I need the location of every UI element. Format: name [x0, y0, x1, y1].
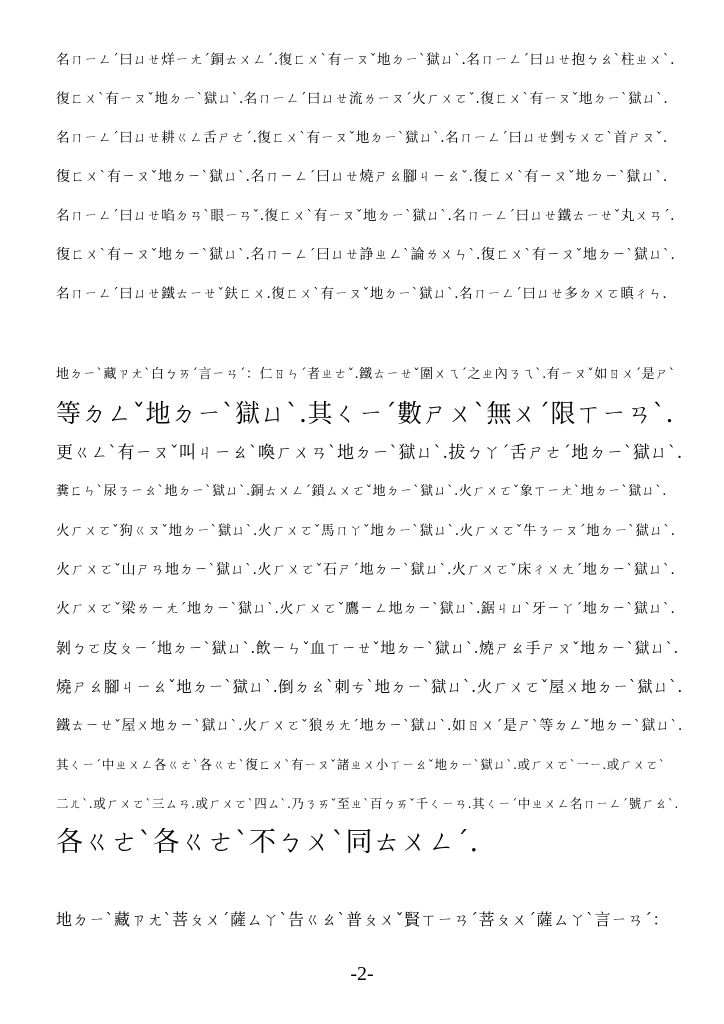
text-line: 等ㄉㄥˇ地ㄉㄧˋ獄ㄩˋ.其ㄑㄧˊ數ㄕㄨˋ無ㄨˊ限ㄒㄧㄢˋ.	[56, 399, 674, 428]
text-line: 復ㄈㄨˋ有ㄧㄡˇ地ㄉㄧˋ獄ㄩˋ.名ㄇㄧㄥˊ曰ㄩㄝ燒ㄕㄠ腳ㄐㄧㄠˇ.復ㄈㄨˋ有ㄧㄡˇ地ㄉㄧˋ獄ㄩˋ.	[56, 169, 668, 185]
text-line: 更ㄍㄥˋ有ㄧㄡˇ叫ㄐㄧㄠˋ喚ㄏㄨㄢˋ地ㄉㄧˋ獄ㄩˋ.拔ㄅㄚˊ舌ㄕㄜˊ地ㄉㄧˋ獄ㄩˋ.	[56, 443, 683, 463]
text-line: 各ㄍㄜˋ各ㄍㄜˋ不ㄅㄨˋ同ㄊㄨㄥˊ.	[56, 827, 479, 858]
text-line: 地ㄉㄧˋ藏ㄗㄤˋ菩ㄆㄨˊ薩ㄙㄚˋ告ㄍㄠˋ普ㄆㄨˇ賢ㄒㄧㄢˊ菩ㄆㄨˊ薩ㄙㄚˋ言ㄧㄢˊ：	[56, 910, 670, 929]
text-line: 復ㄈㄨˋ有ㄧㄡˇ地ㄉㄧˋ獄ㄩˋ.名ㄇㄧㄥˊ曰ㄩㄝ流ㄌㄧㄡˊ火ㄏㄨㄛˇ.復ㄈㄨˋ有ㄧㄡˇ地ㄉㄧˋ獄ㄩˋ.	[56, 91, 669, 107]
text-line: 剝ㄅㄛ皮ㄆㄧˊ地ㄉㄧˋ獄ㄩˋ.飲ㄧㄣˇ血ㄒㄧㄝˇ地ㄉㄧˋ獄ㄩˋ.燒ㄕㄠ手ㄕㄡˇ地ㄉㄧˋ獄ㄩˋ.	[56, 639, 679, 657]
text-line: 名ㄇㄧㄥˊ曰ㄩㄝ鐵ㄊㄧㄝˇ鈇ㄈㄨ.復ㄈㄨˋ有ㄧㄡˇ地ㄉㄧˋ獄ㄩˋ.名ㄇㄧㄥˊ曰ㄩㄝ多ㄉㄨㄛ瞋ㄔㄣ.	[56, 286, 668, 302]
page-number: -2-	[350, 963, 374, 985]
text-line: 二ㄦˋ.或ㄏㄨㄛˋ三ㄙㄢ.或ㄏㄨㄛˋ四ㄙˋ.乃ㄋㄞˇ至ㄓˋ百ㄅㄞˇ千ㄑㄧㄢ.其ㄑㄧˊ中ㄓㄨㄥ名ㄇㄧㄥˊ號ㄏㄠˋ.	[56, 796, 679, 811]
text-line: 名ㄇㄧㄥˊ曰ㄩㄝ烊ㄧㄤˊ銅ㄊㄨㄥˊ.復ㄈㄨˋ有ㄧㄡˇ地ㄉㄧˋ獄ㄩˋ.名ㄇㄧㄥˊ曰ㄩㄝ抱ㄅㄠˋ柱ㄓㄨˋ.	[56, 52, 675, 68]
text-line: 火ㄏㄨㄛˇ梁ㄌㄧㄤˊ地ㄉㄧˋ獄ㄩˋ.火ㄏㄨㄛˇ鷹ㄧㄥ地ㄉㄧˋ獄ㄩˋ.鋸ㄐㄩˋ牙ㄧㄚˊ地ㄉㄧˋ獄ㄩˋ.	[56, 601, 676, 617]
text-line: 地ㄉㄧˋ藏ㄗㄤˋ白ㄅㄞˊ言ㄧㄢˊ：仁ㄖㄣˊ者ㄓㄜˇ.鐵ㄊㄧㄝˇ圍ㄨㄟˊ之ㄓ內ㄋㄟˋ.有ㄧㄡˇ如ㄖㄨˊ是ㄕˋ	[56, 367, 676, 382]
text-line: 火ㄏㄨㄛˇ山ㄕㄢ地ㄉㄧˋ獄ㄩˋ.火ㄏㄨㄛˇ石ㄕˊ地ㄉㄧˋ獄ㄩˋ.火ㄏㄨㄛˇ床ㄔㄨㄤˊ地ㄉㄧˋ獄ㄩˋ.	[56, 562, 676, 578]
text-line: 燒ㄕㄠ腳ㄐㄧㄠˇ地ㄉㄧˋ獄ㄩˋ.倒ㄉㄠˋ刺ㄘˋ地ㄉㄧˋ獄ㄩˋ.火ㄏㄨㄛˇ屋ㄨ地ㄉㄧˋ獄ㄩˋ.	[56, 678, 683, 696]
text-line: 其ㄑㄧˊ中ㄓㄨㄥ各ㄍㄜˋ各ㄍㄜˋ復ㄈㄨˋ有ㄧㄡˇ諸ㄓㄨ小ㄒㄧㄠˇ地ㄉㄧˋ獄ㄩˋ.或ㄏㄨㄛˋ一ㄧ.或ㄏㄨㄛˋ	[56, 757, 666, 772]
text-line: 復ㄈㄨˋ有ㄧㄡˇ地ㄉㄧˋ獄ㄩˋ.名ㄇㄧㄥˊ曰ㄩㄝ諍ㄓㄥˋ論ㄌㄨㄣˋ.復ㄈㄨˋ有ㄧㄡˇ地ㄉㄧˋ獄ㄩˋ.	[56, 247, 676, 263]
text-line: 名ㄇㄧㄥˊ曰ㄩㄝ耕ㄍㄥ舌ㄕㄜˊ.復ㄈㄨˋ有ㄧㄡˇ地ㄉㄧˋ獄ㄩˋ.名ㄇㄧㄥˊ曰ㄩㄝ剉ㄘㄨㄛˋ首ㄕㄡˇ.	[56, 130, 668, 146]
text-line: 糞ㄈㄣˋ尿ㄋㄧㄠˋ地ㄉㄧˋ獄ㄩˋ.銅ㄊㄨㄥˊ鎖ㄙㄨㄛˇ地ㄉㄧˋ獄ㄩˋ.火ㄏㄨㄛˇ象ㄒㄧㄤˋ地ㄉㄧˋ獄ㄩˋ.	[56, 484, 667, 499]
text-line: 鐵ㄊㄧㄝˇ屋ㄨ地ㄉㄧˋ獄ㄩˋ.火ㄏㄨㄛˇ狼ㄌㄤˊ地ㄉㄧˋ獄ㄩˋ.如ㄖㄨˊ是ㄕˋ等ㄉㄥˇ地ㄉㄧˋ獄ㄩˋ.	[56, 718, 683, 734]
text-line: 火ㄏㄨㄛˇ狗ㄍㄡˇ地ㄉㄧˋ獄ㄩˋ.火ㄏㄨㄛˇ馬ㄇㄚˇ地ㄉㄧˋ獄ㄩˋ.火ㄏㄨㄛˇ牛ㄋㄧㄡˊ地ㄉㄧˋ獄ㄩˋ.	[56, 523, 676, 539]
text-line: 名ㄇㄧㄥˊ曰ㄩㄝ啗ㄉㄢˋ眼ㄧㄢˇ.復ㄈㄨˋ有ㄧㄡˇ地ㄉㄧˋ獄ㄩˋ.名ㄇㄧㄥˊ曰ㄩㄝ鐵ㄊㄧㄝˇ丸ㄨㄢˊ.	[56, 208, 675, 224]
